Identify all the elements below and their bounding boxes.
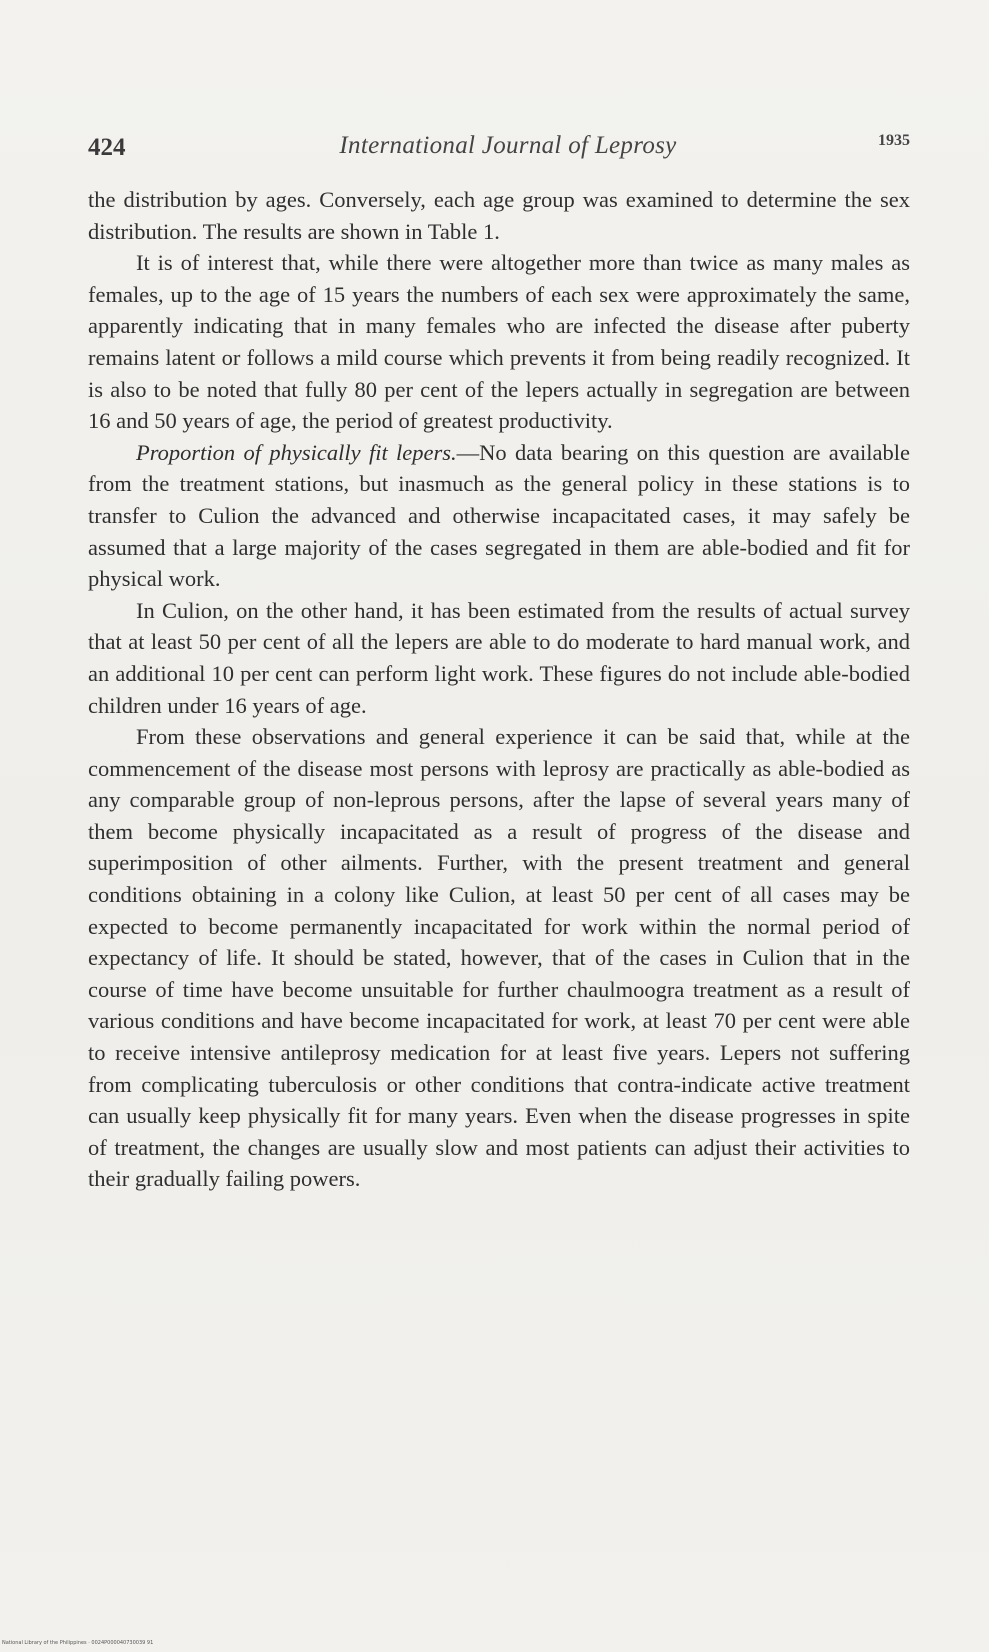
paragraph-physically-fit-text: —No data bearing on this question are available from the treatment stations, but inasmuch as the general policy in these stations is to transfer to Culion the advanced and otherwise incapacitated cases, it may safely be assumed that a large majority of the cases segregated in them are able-bodied and fit for physical work. (88, 439, 910, 592)
publication-year: 1935 (878, 132, 910, 149)
article-body (88, 184, 910, 1195)
paragraph-observations: From these observations and general experience it can be said that, while at the commencement of the disease most persons with leprosy are practically as able-bodied as any comparable group of non-leprous persons, after the lapse of several years many of them become physically incapacitated as a result of progress of the disease and superimposition of other ailments. Further, with the present treatment and general conditions obtaining in a colony like Culion, at least 50 per cent of all cases may be expected to become permanently incapacitated for work within the normal period of expectancy of life. It should be stated, however, that of the cases in Culion that in the course of time have become unsuitable for further chaulmoogra treatment as a result of various conditions and have become incapacitated for work, at least 70 per cent were able to receive intensive antileprosy medication for at least five years. Lepers not suffering from complicating tuberculosis or other conditions that contra-indicate active treatment can usually keep physically fit for many years. Even when the disease progresses in spite of treatment, the changes are usually slow and most patients can adjust their activities to their gradually failing powers. (88, 724, 910, 1192)
library-stamp: National Library of the Philippines · 0024P000040730039 91 (2, 1640, 154, 1646)
page-number: 424 (88, 134, 126, 161)
paragraph-sex-distribution: It is of interest that, while there were altogether more than twice as many males as females, up to the age of 15 years the numbers of each sex were approximately the same, apparently indicating that in many females who are infected the disease after puberty remains latent or follows a mild course which prevents it from being readily recognized. It is also to be noted that fully 80 per cent of the lepers actually in segregation are between 16 and 50 years of age, the period of greatest productivity. (88, 250, 910, 434)
paragraph-physically-fit (88, 437, 910, 595)
section-run-in-heading: Proportion of physically fit lepers. (136, 439, 457, 465)
page-header (88, 130, 910, 170)
paragraph-culion-survey: In Culion, on the other hand, it has been estimated from the results of actual survey that at least 50 per cent of all the lepers are able to do moderate to hard manual work, and an additional 10 per cent can perform light work. These figures do not include able-bodied children under 16 years of age. (88, 597, 910, 718)
running-head: International Journal of Leprosy (339, 132, 677, 159)
paragraph-continued: the distribution by ages. Conversely, each age group was examined to determine the sex distribution. The results are shown in Table 1. (88, 187, 910, 244)
